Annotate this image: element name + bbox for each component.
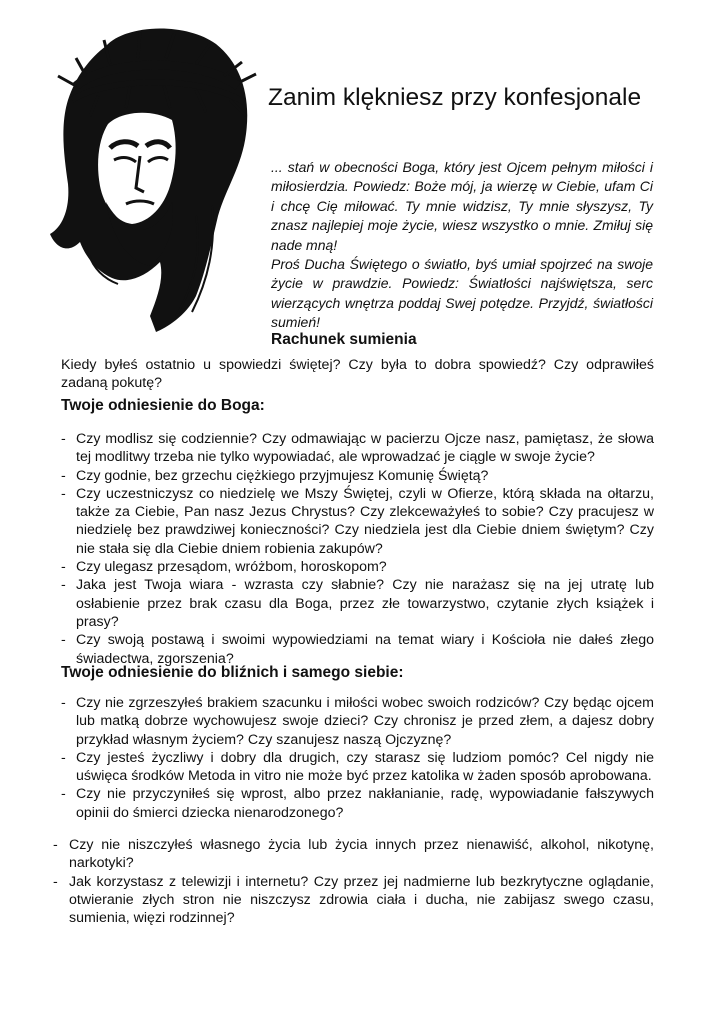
list-item: - Czy modlisz się codziennie? Czy odmawiając w pacierzu Ojcze nasz, pamiętasz, że słowa tej modlitwy trzeba nie tylko wypowiadać, ale wprowadzać je ciągle w swoje życie? xyxy=(76,430,654,467)
list-item: - Czy nie niszczyłeś własnego życia lub życia innych przez nienawiść, alkohol, nikotynę, narkotyki? xyxy=(69,836,654,873)
list-item: - Czy godnie, bez grzechu ciężkiego przyjmujesz Komunię Świętą? xyxy=(76,467,654,485)
list-item: - Jak korzystasz z telewizji i internetu? Czy przez jej nadmierne lub bezkrytyczne oglądanie, otwieranie złych stron nie niszczysz zdrowia ciała i ducha, nie zabijasz swego czasu, sumienia, więzi rodzinnej? xyxy=(69,873,654,928)
questions-list-neighbors xyxy=(76,694,654,822)
page-title: Zanim klękniesz przy konfesjonale xyxy=(268,84,642,111)
jesus-crown-of-thorns-illustration xyxy=(46,16,258,334)
list-item: - Czy swoją postawą i swoimi wypowiedziami na temat wiary i Kościoła nie dałeś złego świadectwa, zgorszenia? xyxy=(76,631,654,668)
rachunek-heading: Rachunek sumienia xyxy=(271,331,417,348)
list-item: - Jaka jest Twoja wiara - wzrasta czy słabnie? Czy nie narażasz się na jej utratę lub osłabienie przez brak czasu dla Boga, przez złe towarzystwo, czytanie złych książek i prasy? xyxy=(76,576,654,631)
intro-paragraph: Proś Ducha Świętego o światło, byś umiał spojrzeć na swoje życie w prawdzie. Powiedz: Światłości najświętsza, serc wierzących wnętrza poddaj Swej potędze. Przyjdź, światłości sumień! xyxy=(271,256,653,331)
questions-list-neighbors-more xyxy=(69,836,654,927)
intro-paragraph: ... stań w obecności Boga, który jest Ojcem pełnym miłości i miłosierdzia. Powiedz: Boże mój, ja wierzę w Ciebie, ufam Ci i chcę Cię miłować. Ty mnie widzisz, Ty mnie słyszysz, Ty znasz najlepiej moje życie, wiesz wszystko o mnie. Zmiłuj się nade mną! xyxy=(271,159,653,253)
intro-text xyxy=(271,158,653,333)
section-heading-neighbors: Twoje odniesienie do bliźnich i samego siebie: xyxy=(61,664,404,681)
list-item: - Czy uczestniczysz co niedzielę we Mszy Świętej, czyli w Ofierze, którą składa na ołtarzu, także za Ciebie, Pan nasz Jezus Chrystus? Czy zlekceważyłeś to sobie? Czy pracujesz w niedzielę bez prawdziwej konieczności? Czy niedziela jest dla Ciebie dniem świętym? Czy nie stała się dla Ciebie dniem robienia zakupów? xyxy=(76,485,654,558)
questions-list-god xyxy=(76,430,654,668)
list-item: - Czy ulegasz przesądom, wróżbom, horoskopom? xyxy=(76,558,654,576)
list-item: - Czy nie przyczyniłeś się wprost, albo przez nakłanianie, radę, wypowiadanie fałszywych opinii do śmierci dziecka nienarodzonego? xyxy=(76,785,654,822)
list-item: - Czy jesteś życzliwy i dobry dla drugich, czy starasz się ludziom pomóc? Cel nigdy nie uświęca środków Metoda in vitro nie może być przez katolika w żaden sposób aprobowana. xyxy=(76,749,654,786)
lead-question: Kiedy byłeś ostatnio u spowiedzi świętej? Czy była to dobra spowiedź? Czy odprawiłeś zadaną pokutę? xyxy=(61,357,654,392)
list-item: - Czy nie zgrzeszyłeś brakiem szacunku i miłości wobec swoich rodziców? Czy będąc ojcem lub matką dobrze wychowujesz swoje dzieci? Czy chronisz je przed złem, a dajesz dobry przykład własnym życiem? Czy szanujesz naszą Ojczyznę? xyxy=(76,694,654,749)
section-heading-god: Twoje odniesienie do Boga: xyxy=(61,397,265,414)
